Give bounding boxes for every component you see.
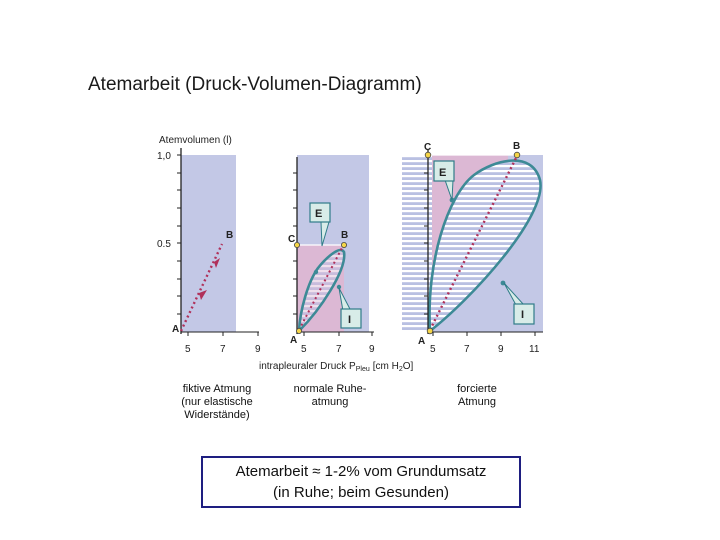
panel3-x-tick-9: 9 <box>498 344 504 355</box>
panel2-point-b-marker <box>341 242 346 247</box>
y-tick-1-0: 1,0 <box>157 151 171 162</box>
panel3-point-b-marker <box>514 152 520 158</box>
y-tick-0-5: 0.5 <box>157 239 171 250</box>
panel2-point-a: A <box>290 335 298 346</box>
panel3-point-a-marker <box>427 328 433 334</box>
panel3-point-a: A <box>418 336 426 347</box>
caption-forced-breathing <box>432 383 522 409</box>
panel2-x-tick-5: 5 <box>301 344 307 355</box>
panel3-label-i: I <box>521 309 525 321</box>
note-line-1: Atemarbeit ≈ 1-2% vom Grundumsatz <box>235 463 487 480</box>
panel1-point-a: A <box>172 324 180 335</box>
panel2-label-i: I <box>348 314 352 326</box>
panel3-x-ticks <box>433 332 535 336</box>
panel1-point-b: B <box>226 230 234 241</box>
x-axis-label: intrapleuraler Druck $P_{Pleu}$ [cm $H_2O$] <box>259 361 414 373</box>
page-title: Atemarbeit (Druck-Volumen-Diagramm) <box>88 74 422 95</box>
panel1-x-tick-5: 5 <box>185 344 191 355</box>
caption-line: Atmung <box>458 396 496 408</box>
panel1-x-tick-7: 7 <box>220 344 226 355</box>
caption-line: normale Ruhe- <box>293 383 367 395</box>
panel1-x-tick-9: 9 <box>255 344 261 355</box>
panel2-x-tick-7: 7 <box>336 344 342 355</box>
panel2-label-e: E <box>315 208 323 220</box>
panel2-x-tick-9: 9 <box>369 344 375 355</box>
panel2-point-a-marker <box>296 328 301 333</box>
note-line-2: (in Ruhe; beim Gesunden) <box>273 484 449 501</box>
panel2-x-ticks <box>304 332 372 336</box>
panel3-x-tick-11: 11 <box>529 344 540 355</box>
panel2-point-b: B <box>341 230 349 241</box>
caption-normal-breathing <box>280 383 380 409</box>
caption-line: Widerstände) <box>184 409 250 421</box>
caption-fictive-breathing <box>166 383 268 422</box>
panel3-x-tick-7: 7 <box>464 344 470 355</box>
caption-line: (nur elastische <box>181 396 253 408</box>
panel2-point-c: C <box>288 234 296 245</box>
panel3-x-tick-5: 5 <box>430 344 436 355</box>
y-axis-label: Atemvolumen (l) <box>159 135 232 146</box>
panel3-label-e: E <box>439 167 447 179</box>
caption-line: fiktive Atmung <box>182 383 252 395</box>
caption-line: atmung <box>311 396 349 408</box>
panel2-loop-dot-1 <box>314 270 318 274</box>
work-of-breathing-note <box>201 456 521 508</box>
panel1-background <box>181 155 236 332</box>
caption-line: forcierte <box>457 383 497 395</box>
panel3-point-b: B <box>513 141 521 152</box>
panel3-point-c: C <box>424 142 432 153</box>
panel3-point-c-marker <box>425 152 431 158</box>
panel1-x-ticks <box>188 332 258 336</box>
